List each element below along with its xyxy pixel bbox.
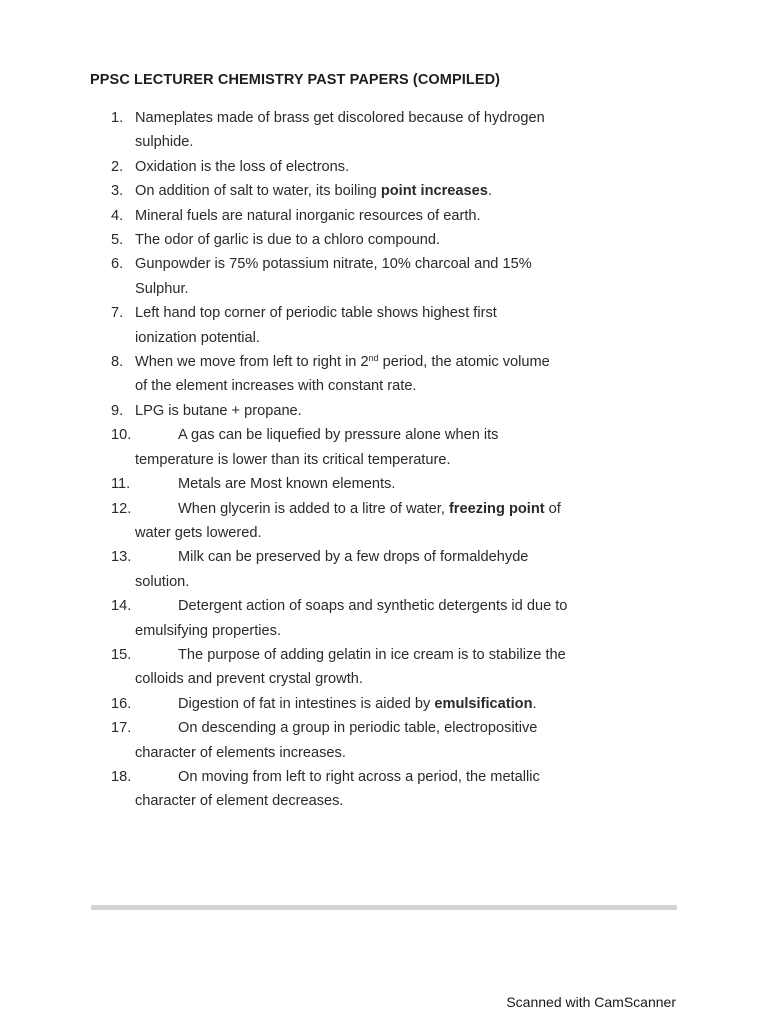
item-number: 1. (111, 110, 124, 126)
list-item (0, 497, 768, 546)
item-number: 6. (111, 256, 124, 273)
item-number: 13. (111, 549, 132, 566)
item-number: 7. (111, 305, 124, 322)
item-number: 5. (111, 232, 124, 249)
list-item (0, 643, 768, 692)
item-line: ionization potential. (135, 329, 260, 346)
item-line: The odor of garlic is due to a chloro compound. (135, 232, 441, 249)
item-line: Nameplates made of brass get discolored because of hydrogen (135, 110, 545, 126)
item-line: On descending a group in periodic table, electropositive (178, 720, 538, 737)
list-item (0, 228, 768, 252)
item-line: A gas can be liquefied by pressure alone when its (178, 427, 499, 444)
item-list (0, 106, 768, 814)
item-line: Left hand top corner of periodic table shows highest first (135, 305, 497, 322)
item-line: On addition of salt to water, its boiling point increases. (135, 183, 492, 200)
list-item (0, 472, 768, 496)
item-line: Gunpowder is 75% potassium nitrate, 10% charcoal and 15% (135, 256, 532, 273)
item-line: water gets lowered. (135, 524, 262, 541)
list-item (0, 765, 768, 814)
item-line: sulphide. (135, 134, 194, 151)
item-line: LPG is butane + propane. (135, 402, 302, 419)
list-item (0, 545, 768, 594)
item-line: character of elements increases. (135, 744, 346, 761)
item-number: 12. (111, 500, 132, 517)
item-line: Sulphur. (135, 280, 189, 297)
list-item (0, 692, 768, 716)
item-line: Oxidation is the loss of electrons. (135, 158, 350, 175)
item-number: 2. (111, 158, 124, 175)
item-line: Metals are Most known elements. (178, 476, 396, 493)
list-item (0, 252, 768, 301)
item-number: 18. (111, 768, 132, 785)
item-number: 11. (111, 476, 131, 493)
item-line: emulsifying properties. (135, 622, 282, 639)
item-line: Detergent action of soaps and synthetic detergents id due to (178, 598, 568, 615)
list-item (0, 179, 768, 203)
item-line: On moving from left to right across a period, the metallic (178, 768, 540, 785)
item-line: When we move from left to right in 2nd period, the atomic volume (135, 353, 550, 371)
item-line: When glycerin is added to a litre of water, freezing point of (178, 500, 561, 517)
item-number: 8. (111, 354, 124, 371)
item-line: The purpose of adding gelatin in ice cream is to stabilize the (178, 646, 566, 663)
item-number: 4. (111, 207, 124, 224)
item-line: character of element decreases. (135, 793, 344, 810)
item-line: of the element increases with constant rate. (135, 378, 417, 395)
list-item (0, 594, 768, 643)
item-line: Milk can be preserved by a few drops of formaldehyde (178, 549, 529, 566)
item-line: colloids and prevent crystal growth. (135, 671, 363, 688)
list-item (0, 399, 768, 423)
list-item (0, 155, 768, 179)
page-divider (91, 905, 677, 910)
page-title: PPSC LECTURER CHEMISTRY PAST PAPERS (COMPILED) (90, 72, 501, 88)
list-item (0, 106, 768, 155)
scanner-credit: Scanned with CamScanner (506, 994, 676, 1010)
item-line: temperature is lower than its critical temperature. (135, 451, 451, 468)
list-item (0, 423, 768, 472)
list-item (0, 204, 768, 228)
list-item (0, 716, 768, 765)
item-number: 10. (111, 427, 132, 444)
item-number: 14. (111, 598, 132, 615)
list-item (0, 350, 768, 399)
item-number: 16. (111, 695, 132, 712)
item-number: 3. (111, 183, 124, 200)
item-number: 17. (111, 720, 132, 737)
item-line: Mineral fuels are natural inorganic resources of earth. (135, 207, 481, 224)
item-line: solution. (135, 573, 190, 590)
list-item (0, 301, 768, 350)
item-line: Digestion of fat in intestines is aided by emulsification. (178, 695, 537, 712)
item-number: 15. (111, 646, 132, 663)
item-number: 9. (111, 402, 124, 419)
